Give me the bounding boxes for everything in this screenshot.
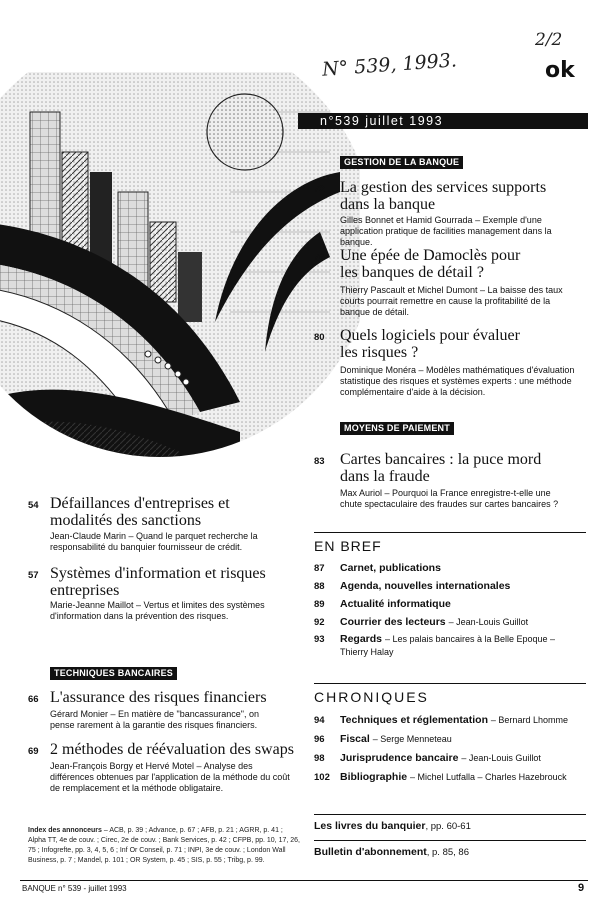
article-page: 83: [314, 456, 325, 467]
list-item: 87 Carnet, publications: [314, 562, 441, 574]
list-item: 92 Courrier des lecteurs – Jean-Louis Guillot: [314, 616, 529, 628]
cover-illustration: [0, 72, 360, 492]
handwritten-ok: ok: [545, 58, 575, 83]
article-page: 72: [314, 184, 325, 195]
article-description: Dominique Monéra – Modèles mathématiques d'évaluation statistique des risques et systèmes experts : une méthode complémentaire d'aide à la décision.: [340, 365, 575, 397]
handwritten-issue-note: N° 539, 1993.: [321, 49, 458, 81]
list-item: 102 Bibliographie – Michel Lutfalla – Charles Hazebrouck: [314, 771, 567, 783]
article-description: Gilles Bonnet et Hamid Gourrada – Exemple d'une application pratique de facilities management dans la banque.: [340, 215, 552, 247]
livres-rule: [314, 814, 586, 815]
section-label-paiement: MOYENS DE PAIEMENT: [340, 422, 454, 435]
en-bref-rule: [314, 532, 586, 533]
advertisers-index-label: Index des annonceurs: [28, 827, 102, 834]
list-item: 89 Actualité informatique: [314, 598, 451, 610]
bulletin-abonnement: Bulletin d'abonnement, p. 85, 86: [314, 846, 470, 858]
chroniques-list: [314, 713, 589, 785]
article-title: Une épée de Damoclès pour les banques de détail ?: [340, 247, 521, 281]
article-page: 76: [314, 252, 325, 263]
article-page: 66: [28, 694, 39, 705]
article-title: Quels logiciels pour évaluer les risques ?: [340, 327, 520, 361]
article-description: Jean-Claude Marin – Quand le parquet recherche la responsabilité du banquier fournisseur de crédit.: [50, 531, 258, 552]
article-page: 54: [28, 500, 39, 511]
handwritten-fraction: 2/2: [535, 30, 563, 50]
chroniques-rule: [314, 683, 586, 684]
footer-rule: [20, 880, 588, 881]
footer-issue: BANQUE n° 539 - juillet 1993: [22, 884, 127, 893]
advertisers-index-text: – ACB, p. 39 ; Advance, p. 67 ; AFB, p. 21 ; AGRR, p. 41 ; Alpha TT, 4e de couv. ; Cirec, 2e de couv. ; Bank Services, p. 42 ; CFPB, pp. 10, 17, 26, 75 ; Infogrefte, pp. 3, 4, 5, 6 ; Inf Or Conseil, p. 71 ; INPI, 3e de couv. ; London Wall Business, p. 7 ; Mandel, p. 101 ; OR System, p. 45 ; SIS, p. 55 ; Tribg, p. 99.: [28, 827, 300, 864]
article-title: La gestion des services supports dans la banque: [340, 179, 547, 213]
chroniques-heading: CHRONIQUES: [314, 689, 429, 705]
footer-page-number: 9: [578, 882, 585, 894]
advertisers-index: [28, 826, 300, 866]
article-title: Défaillances d'entreprises et modalités des sanctions: [50, 495, 230, 529]
article-page: 80: [314, 332, 325, 343]
article-title: Cartes bancaires : la puce mord dans la fraude: [340, 451, 542, 485]
article-description: Marie-Jeanne Maillot – Vertus et limites des systèmes d'information dans la prévention des risques.: [50, 600, 265, 621]
article-page: 69: [28, 746, 39, 757]
section-label-techniques: TECHNIQUES BANCAIRES: [50, 667, 177, 680]
livres-du-banquier: Les livres du banquier, pp. 60-61: [314, 820, 471, 832]
en-bref-list: [314, 561, 584, 658]
list-item: 96 Fiscal – Serge Menneteau: [314, 733, 452, 745]
list-item: 88 Agenda, nouvelles internationales: [314, 580, 511, 592]
article-description: Max Auriol – Pourquoi la France enregistre-t-elle une chute spectaculaire des fraudes sur cartes bancaires ?: [340, 488, 559, 509]
article-description: Jean-François Borgy et Hervé Motel – Analyse des différences obtenues par l'application de la méthode du coût de remplacement et la méthode obligataire.: [50, 761, 290, 793]
article-description: Thierry Pascault et Michel Dumont – La baisse des taux courts pourrait remettre en cause la profitabilité de la banque de détail.: [340, 285, 563, 317]
article-title: L'assurance des risques financiers: [50, 689, 267, 706]
list-item: 93 Regards – Les palais bancaires à la Belle Epoque – Thierry Halay: [314, 633, 556, 657]
article-title: Systèmes d'information et risques entreprises: [50, 565, 266, 599]
en-bref-heading: EN BREF: [314, 538, 382, 554]
list-item: 94 Techniques et réglementation – Bernard Lhomme: [314, 714, 568, 726]
article-description: Gérard Monier – En matière de "bancassurance", on pense rarement à la garantie des risques financiers.: [50, 709, 259, 730]
article-page: 57: [28, 570, 39, 581]
issue-banner-text: n°539 juillet 1993: [320, 114, 444, 128]
section-label-gestion: GESTION DE LA BANQUE: [340, 156, 463, 169]
bulletin-rule: [314, 840, 586, 841]
list-item: 98 Jurisprudence bancaire – Jean-Louis Guillot: [314, 752, 541, 764]
article-title: 2 méthodes de réévaluation des swaps: [50, 741, 294, 758]
